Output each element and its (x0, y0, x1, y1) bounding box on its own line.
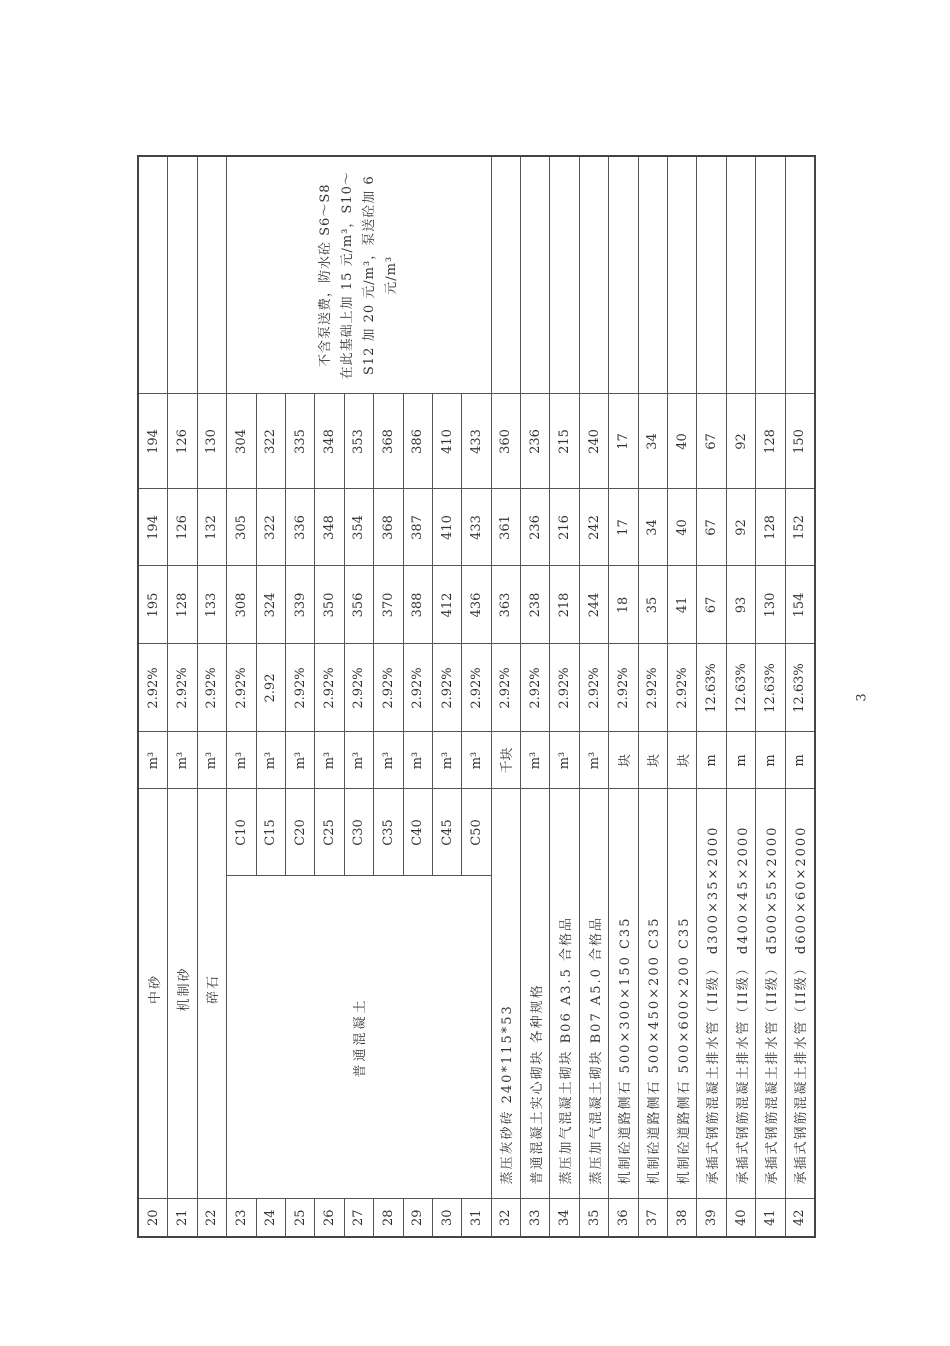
price-3: 92 (726, 394, 755, 489)
note (138, 156, 168, 394)
row-index: 39 (697, 1199, 726, 1237)
price-2: 348 (315, 489, 344, 566)
price-2: 368 (374, 489, 403, 566)
rate: 2.92% (344, 644, 373, 732)
material-name: 承插式钢筋混凝土排水管（II级） d300×35×2000 (697, 789, 726, 1199)
rate: 2.92% (638, 644, 667, 732)
rate: 2.92% (609, 644, 638, 732)
price-2: 236 (521, 489, 550, 566)
price-3: 240 (579, 394, 608, 489)
note (579, 156, 608, 394)
concrete-grade: C20 (285, 789, 314, 876)
rate: 12.63% (756, 644, 785, 732)
row-index: 22 (197, 1199, 226, 1237)
note (726, 156, 755, 394)
price-table-rotated (137, 157, 810, 1238)
rate: 2.92% (315, 644, 344, 732)
price-3: 322 (256, 394, 285, 489)
price-3: 194 (138, 394, 168, 489)
price-3: 126 (168, 394, 197, 489)
price-1: 324 (256, 566, 285, 644)
price-3: 67 (697, 394, 726, 489)
note (168, 156, 197, 394)
table-row (785, 156, 815, 1237)
note (697, 156, 726, 394)
unit: m (756, 732, 785, 789)
material-name: 机制砼道路侧石 500×450×200 C35 (638, 789, 667, 1199)
note-line: S12 加 20 元/m³，泵送砼加 6 (361, 175, 377, 376)
concrete-grade: C45 (432, 789, 461, 876)
unit: m (785, 732, 815, 789)
row-index: 40 (726, 1199, 755, 1237)
price-3: 128 (756, 394, 785, 489)
price-1: 350 (315, 566, 344, 644)
rate: 2.92% (374, 644, 403, 732)
price-1: 154 (785, 566, 815, 644)
row-index: 28 (374, 1199, 403, 1237)
price-1: 308 (227, 566, 256, 644)
row-index: 36 (609, 1199, 638, 1237)
price-3: 353 (344, 394, 373, 489)
price-2: 67 (697, 489, 726, 566)
note (609, 156, 638, 394)
price-2: 92 (726, 489, 755, 566)
row-index: 42 (785, 1199, 815, 1237)
row-index: 27 (344, 1199, 373, 1237)
price-3: 360 (491, 394, 520, 489)
row-index: 25 (285, 1199, 314, 1237)
unit: m³ (432, 732, 461, 789)
concrete-grade: C15 (256, 789, 285, 876)
material-name: 承插式钢筋混凝土排水管（II级） d600×60×2000 (785, 789, 815, 1199)
row-index: 26 (315, 1199, 344, 1237)
unit: 块 (668, 732, 697, 789)
price-1: 238 (521, 566, 550, 644)
price-1: 370 (374, 566, 403, 644)
price-3: 215 (550, 394, 579, 489)
material-name: 中砂 (138, 789, 168, 1199)
row-index: 32 (491, 1199, 520, 1237)
price-2: 354 (344, 489, 373, 566)
row-index: 20 (138, 1199, 168, 1237)
price-3: 348 (315, 394, 344, 489)
row-index: 33 (521, 1199, 550, 1237)
price-3: 410 (432, 394, 461, 489)
price-1: 388 (403, 566, 432, 644)
table-row (197, 156, 226, 1237)
table-row (227, 156, 256, 1237)
material-name: 机制砼道路侧石 500×300×150 C35 (609, 789, 638, 1199)
material-name: 机制砼道路侧石 500×600×200 C35 (668, 789, 697, 1199)
table-row (521, 156, 550, 1237)
price-2: 410 (432, 489, 461, 566)
material-name: 机制砂 (168, 789, 197, 1199)
rate: 2.92% (668, 644, 697, 732)
price-2: 242 (579, 489, 608, 566)
rate: 2.92% (550, 644, 579, 732)
price-1: 133 (197, 566, 226, 644)
price-2: 152 (785, 489, 815, 566)
concrete-grade: C35 (374, 789, 403, 876)
price-3: 304 (227, 394, 256, 489)
unit: m³ (168, 732, 197, 789)
row-index: 23 (227, 1199, 256, 1237)
unit: m³ (285, 732, 314, 789)
price-1: 412 (432, 566, 461, 644)
table-row (726, 156, 755, 1237)
price-1: 363 (491, 566, 520, 644)
row-index: 29 (403, 1199, 432, 1237)
price-2: 126 (168, 489, 197, 566)
rate: 2.92% (432, 644, 461, 732)
unit: m³ (550, 732, 579, 789)
unit: m³ (374, 732, 403, 789)
price-2: 336 (285, 489, 314, 566)
unit: m³ (403, 732, 432, 789)
unit: m³ (227, 732, 256, 789)
price-1: 67 (697, 566, 726, 644)
unit: m³ (462, 732, 491, 789)
rate: 2.92% (227, 644, 256, 732)
note-line: 不含泵送费，防水砼 S6～S8 (317, 183, 333, 367)
table-row (668, 156, 697, 1237)
price-2: 305 (227, 489, 256, 566)
price-3: 236 (521, 394, 550, 489)
page-number: 3 (854, 693, 870, 702)
price-2: 387 (403, 489, 432, 566)
material-name: 蒸压加气混凝土砌块 B06 A3.5 合格品 (550, 789, 579, 1199)
price-1: 128 (168, 566, 197, 644)
concrete-note (227, 156, 492, 394)
row-index: 21 (168, 1199, 197, 1237)
price-1: 356 (344, 566, 373, 644)
unit: m (726, 732, 755, 789)
price-3: 433 (462, 394, 491, 489)
price-3: 368 (374, 394, 403, 489)
concrete-grade: C10 (227, 789, 256, 876)
note (197, 156, 226, 394)
unit: 千块 (491, 732, 520, 789)
price-2: 128 (756, 489, 785, 566)
concrete-grade: C25 (315, 789, 344, 876)
price-3: 34 (638, 394, 667, 489)
price-1: 18 (609, 566, 638, 644)
material-name: 蒸压加气混凝土砌块 B07 A5.0 合格品 (579, 789, 608, 1199)
price-1: 41 (668, 566, 697, 644)
price-1: 436 (462, 566, 491, 644)
material-name: 承插式钢筋混凝土排水管（II级） d500×55×2000 (756, 789, 785, 1199)
table-row (168, 156, 197, 1237)
unit: 块 (609, 732, 638, 789)
rate: 2.92% (491, 644, 520, 732)
table-row (491, 156, 520, 1237)
concrete-grade: C30 (344, 789, 373, 876)
price-1: 130 (756, 566, 785, 644)
material-name: 普通混凝土实心砌块 各种规格 (521, 789, 550, 1199)
material-price-table (137, 155, 816, 1238)
table-row (550, 156, 579, 1237)
price-2: 132 (197, 489, 226, 566)
row-index: 37 (638, 1199, 667, 1237)
price-1: 93 (726, 566, 755, 644)
price-3: 150 (785, 394, 815, 489)
note (638, 156, 667, 394)
note (491, 156, 520, 394)
unit: m³ (197, 732, 226, 789)
rate: 2.92% (579, 644, 608, 732)
rate: 12.63% (726, 644, 755, 732)
row-index: 31 (462, 1199, 491, 1237)
note-line: 在此基础上加 15 元/m³，S10～ (339, 171, 355, 380)
price-1: 244 (579, 566, 608, 644)
rate: 2.92% (138, 644, 168, 732)
price-2: 40 (668, 489, 697, 566)
rate: 2.92% (462, 644, 491, 732)
price-1: 35 (638, 566, 667, 644)
concrete-grade: C40 (403, 789, 432, 876)
unit: m³ (256, 732, 285, 789)
price-2: 34 (638, 489, 667, 566)
row-index: 24 (256, 1199, 285, 1237)
note (521, 156, 550, 394)
price-2: 17 (609, 489, 638, 566)
unit: 块 (638, 732, 667, 789)
note (668, 156, 697, 394)
material-name: 碎石 (197, 789, 226, 1199)
table-row (697, 156, 726, 1237)
rotated-page-content (137, 157, 810, 1238)
rate: 2.92 (256, 644, 285, 732)
rate: 2.92% (521, 644, 550, 732)
price-3: 17 (609, 394, 638, 489)
table-row (756, 156, 785, 1237)
price-2: 194 (138, 489, 168, 566)
rate: 2.92% (168, 644, 197, 732)
price-1: 339 (285, 566, 314, 644)
price-3: 130 (197, 394, 226, 489)
price-3: 386 (403, 394, 432, 489)
concrete-grade: C50 (462, 789, 491, 876)
rate: 12.63% (697, 644, 726, 732)
row-index: 35 (579, 1199, 608, 1237)
price-1: 218 (550, 566, 579, 644)
unit: m³ (579, 732, 608, 789)
row-index: 34 (550, 1199, 579, 1237)
unit: m³ (315, 732, 344, 789)
concrete-group-name: 普通混凝土 (227, 876, 492, 1199)
price-3: 40 (668, 394, 697, 489)
table-row (579, 156, 608, 1237)
material-name: 承插式钢筋混凝土排水管（II级） d400×45×2000 (726, 789, 755, 1199)
unit: m³ (138, 732, 168, 789)
row-index: 41 (756, 1199, 785, 1237)
note (550, 156, 579, 394)
rate: 2.92% (285, 644, 314, 732)
rate: 12.63% (785, 644, 815, 732)
table-row (609, 156, 638, 1237)
table-row (638, 156, 667, 1237)
note-line: 元/m³ (383, 255, 399, 295)
table-row (138, 156, 168, 1237)
price-2: 216 (550, 489, 579, 566)
note (785, 156, 815, 394)
price-2: 322 (256, 489, 285, 566)
note (756, 156, 785, 394)
material-name: 蒸压灰砂砖 240*115*53 (491, 789, 520, 1199)
row-index: 38 (668, 1199, 697, 1237)
unit: m (697, 732, 726, 789)
price-3: 335 (285, 394, 314, 489)
price-1: 195 (138, 566, 168, 644)
price-2: 433 (462, 489, 491, 566)
unit: m³ (521, 732, 550, 789)
price-2: 361 (491, 489, 520, 566)
rate: 2.92% (197, 644, 226, 732)
rate: 2.92% (403, 644, 432, 732)
row-index: 30 (432, 1199, 461, 1237)
unit: m³ (344, 732, 373, 789)
